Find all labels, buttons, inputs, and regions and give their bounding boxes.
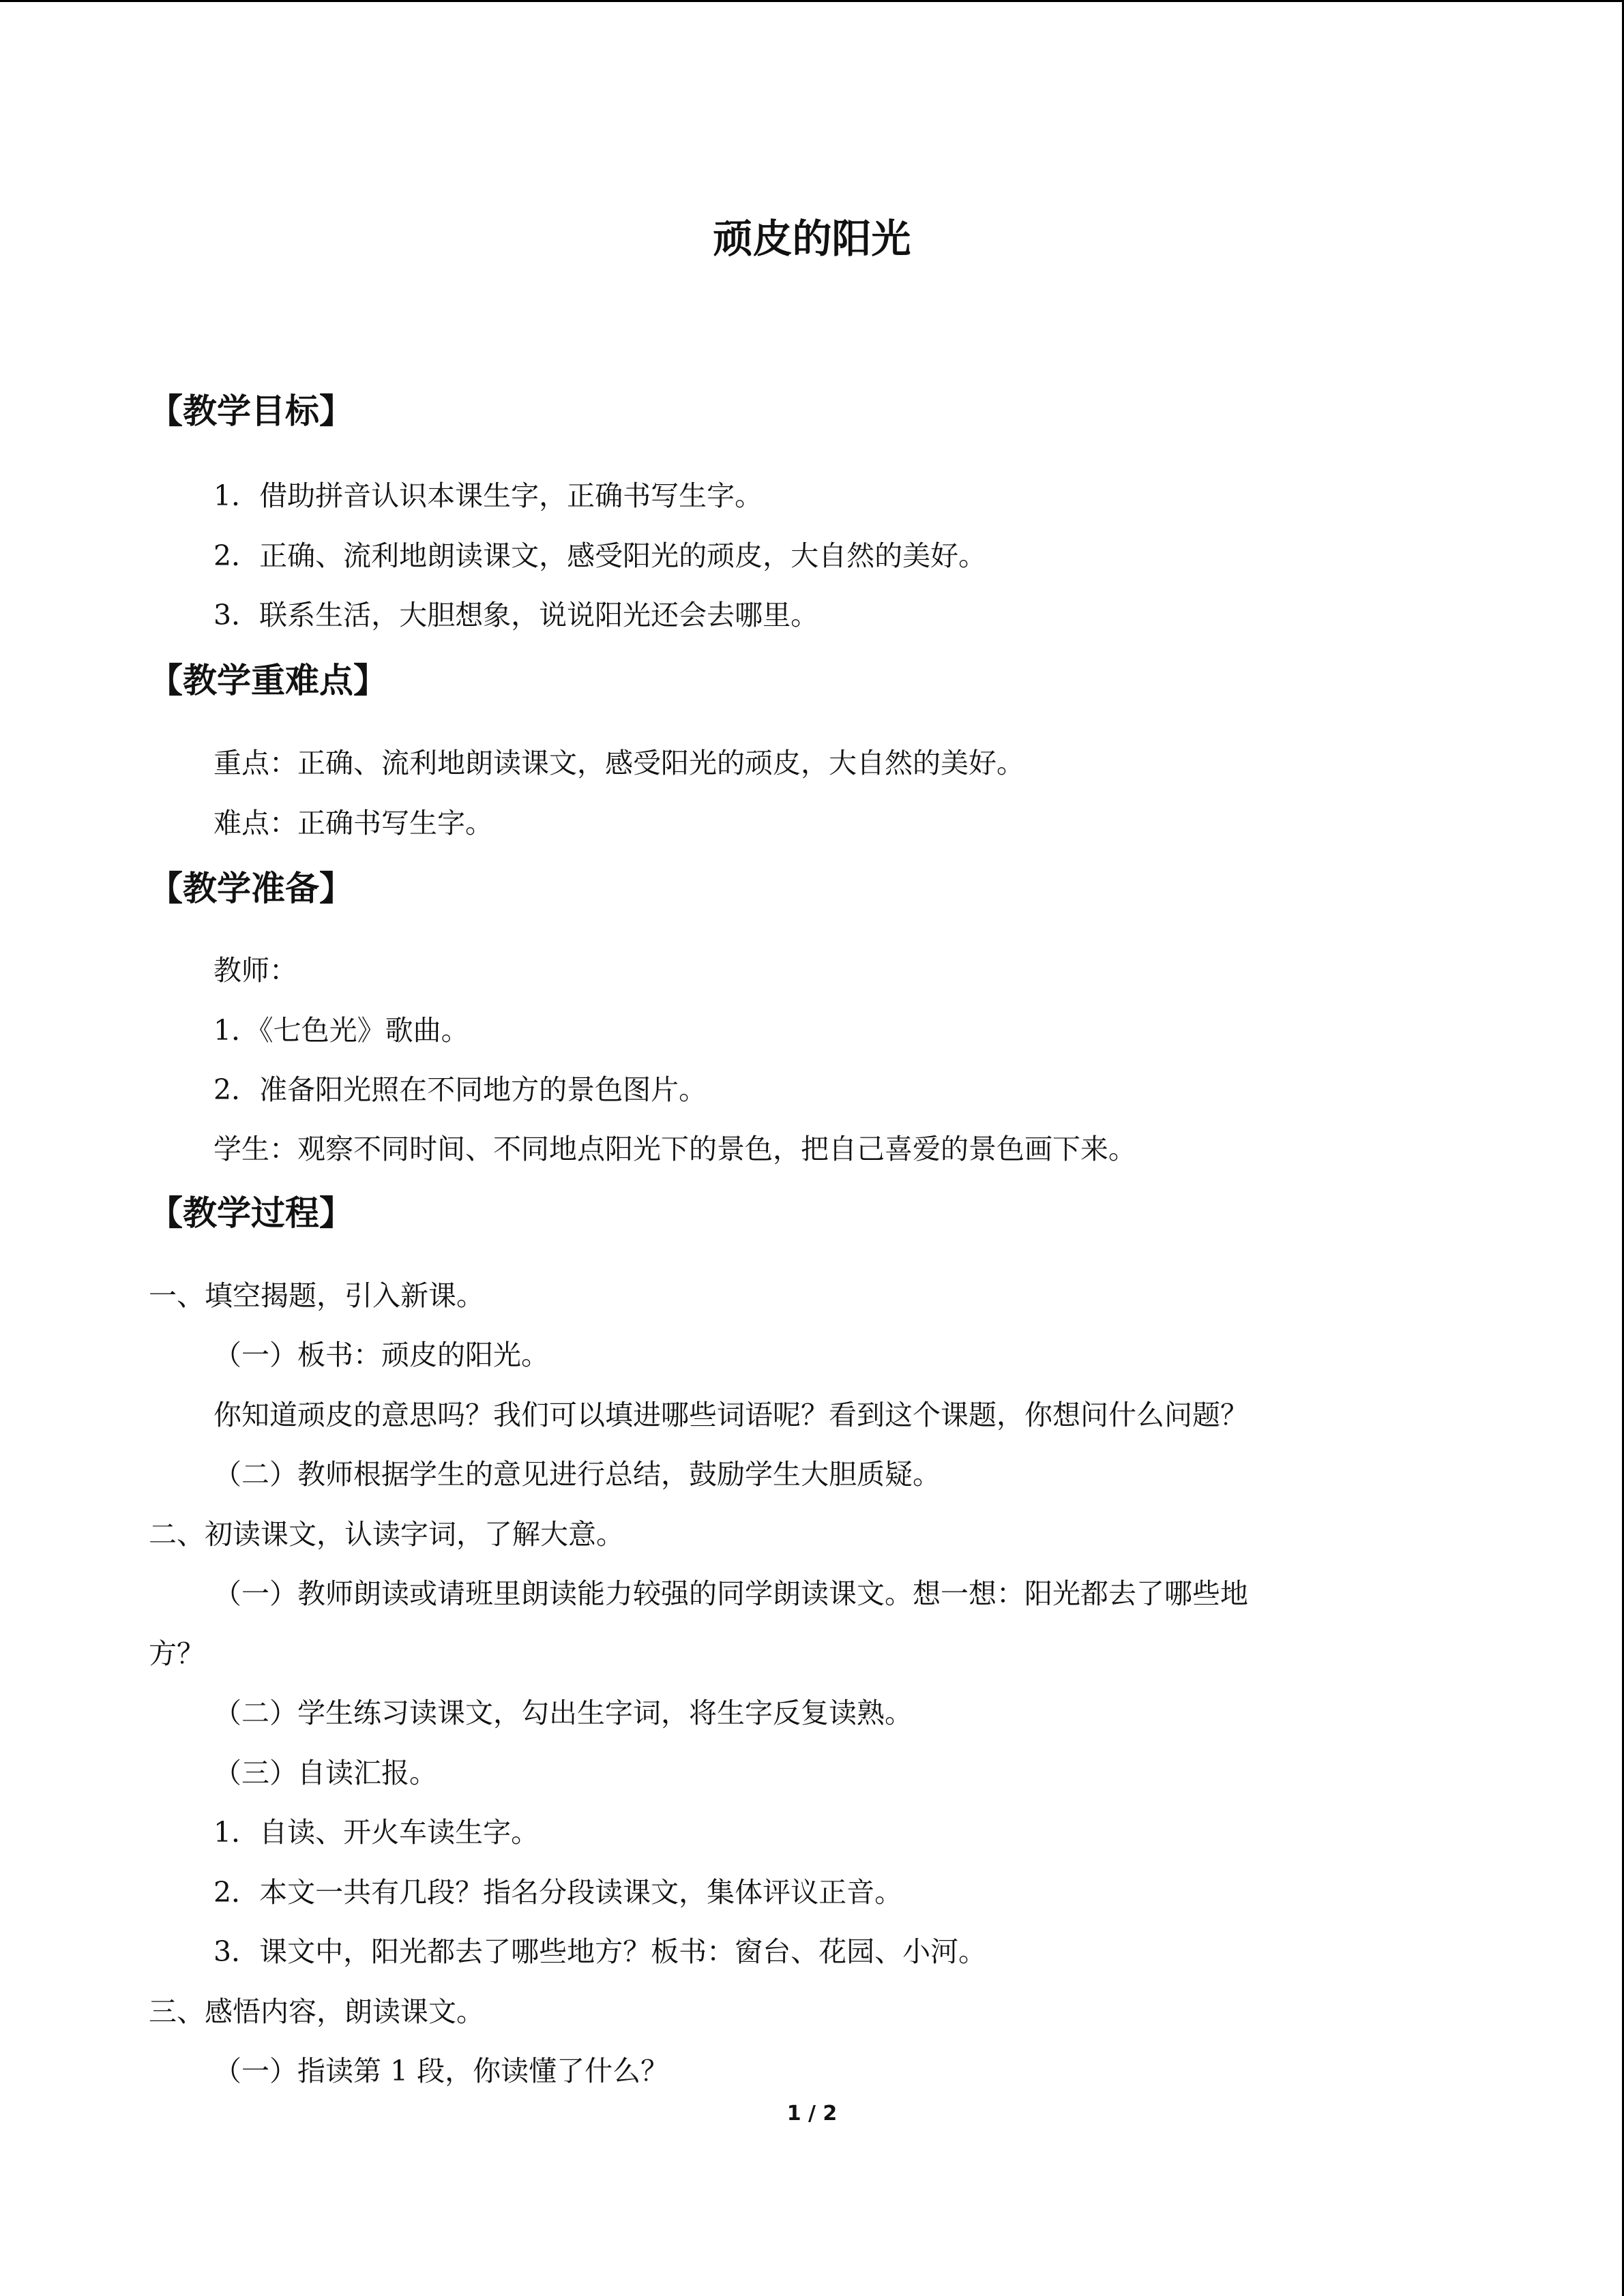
preparation-item: 2．准备阳光照在不同地方的景色图片。 bbox=[213, 1073, 707, 1106]
process-line: （二）教师根据学生的意见进行总结，鼓励学生大胆质疑。 bbox=[213, 1458, 941, 1491]
process-line: （二）学生练习读课文，勾出生字词，将生字反复读熟。 bbox=[213, 1697, 913, 1729]
key-point-item: 重点：正确、流利地朗读课文，感受阳光的顽皮，大自然的美好。 bbox=[213, 747, 1024, 779]
process-line: （三）自读汇报。 bbox=[213, 1757, 437, 1789]
process-line: 你知道顽皮的意思吗？我们可以填进哪些词语呢？看到这个课题，你想问什么问题？ bbox=[213, 1399, 1248, 1431]
section-heading-process: 【教学过程】 bbox=[149, 1193, 353, 1233]
process-line: （一）指读第 1 段，你读懂了什么？ bbox=[213, 2055, 669, 2087]
process-step-heading: 二、初读课文，认读字词，了解大意。 bbox=[149, 1518, 624, 1551]
process-line: 3．课文中，阳光都去了哪些地方？板书：窗台、花园、小河。 bbox=[213, 1935, 987, 1968]
section-heading-preparation: 【教学准备】 bbox=[149, 869, 353, 908]
process-line: （一）板书：顽皮的阳光。 bbox=[213, 1339, 549, 1371]
process-line: 1．自读、开火车读生字。 bbox=[213, 1816, 540, 1849]
preparation-item: 学生：观察不同时间、不同地点阳光下的景色，把自己喜爱的景色画下来。 bbox=[213, 1133, 1136, 1165]
page-title: 顽皮的阳光 bbox=[713, 215, 911, 262]
process-line: （一）教师朗读或请班里朗读能力较强的同学朗读课文。想一想：阳光都去了哪些地 bbox=[213, 1577, 1248, 1610]
section-heading-key-points: 【教学重难点】 bbox=[149, 661, 387, 700]
page-number: 1 / 2 bbox=[786, 2102, 838, 2126]
section-heading-objectives: 【教学目标】 bbox=[149, 391, 353, 431]
preparation-item: 教师： bbox=[213, 954, 297, 987]
objective-item: 3．联系生活，大胆想象，说说阳光还会去哪里。 bbox=[213, 599, 819, 631]
process-line: 2．本文一共有几段？指名分段读课文，集体评议正音。 bbox=[213, 1876, 903, 1909]
preparation-item: 1．《七色光》歌曲。 bbox=[213, 1014, 469, 1047]
process-line-continuation: 方？ bbox=[149, 1637, 205, 1670]
process-step-heading: 一、填空揭题，引入新课。 bbox=[149, 1279, 484, 1312]
objective-item: 2．正确、流利地朗读课文，感受阳光的顽皮，大自然的美好。 bbox=[213, 539, 987, 572]
process-step-heading: 三、感悟内容，朗读课文。 bbox=[149, 1995, 484, 2028]
objective-item: 1．借助拼音认识本课生字，正确书写生字。 bbox=[213, 479, 763, 512]
key-point-item: 难点：正确书写生字。 bbox=[213, 807, 493, 839]
